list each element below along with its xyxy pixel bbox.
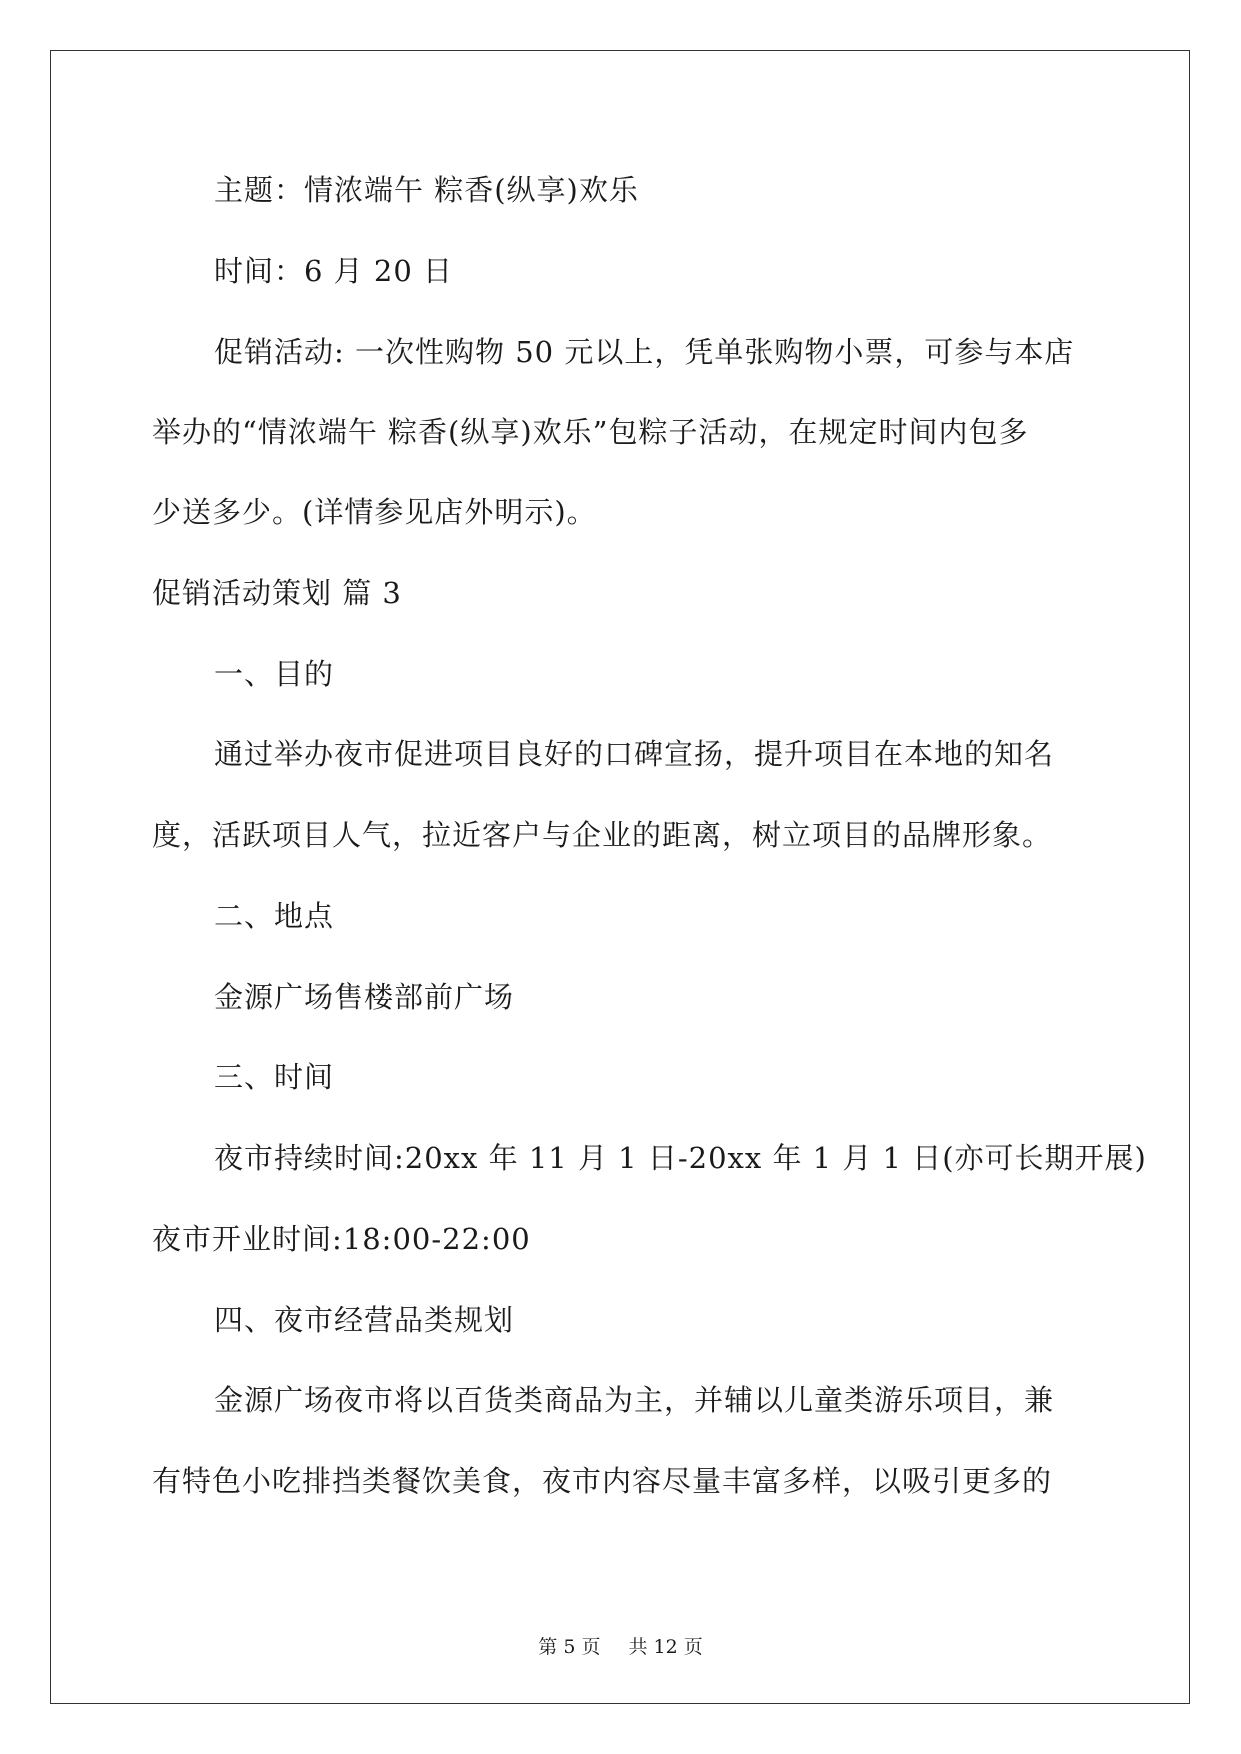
purpose-paragraph-line-2: 度，活跃项目人气，拉近客户与企业的距离，树立项目的品牌形象。 [152, 818, 1053, 852]
page-border [50, 50, 1190, 1704]
opening-hours-text: 夜市开业时间:18:00-22:00 [152, 1222, 531, 1256]
heading-categories: 四、夜市经营品类规划 [214, 1303, 515, 1337]
section-heading: 促销活动策划 篇 3 [152, 576, 402, 610]
heading-purpose: 一、目的 [214, 657, 335, 691]
promo-paragraph-line-1: 促销活动: 一次性购物 50 元以上，凭单张购物小票，可参与本店 [214, 335, 1075, 369]
location-text: 金源广场售楼部前广场 [214, 980, 515, 1014]
purpose-paragraph-line-1: 通过举办夜市促进项目良好的口碑宣扬，提升项目在本地的知名 [214, 737, 1055, 771]
page-number-current: 第 5 页 [538, 1636, 601, 1658]
promo-paragraph-line-3: 少送多少。(详情参见店外明示)。 [152, 495, 597, 529]
heading-location: 二、地点 [214, 899, 335, 933]
duration-text: 夜市持续时间:20xx 年 11 月 1 日-20xx 年 1 月 1 日(亦可长期开展) [214, 1141, 1147, 1175]
topic-line: 主题：情浓端午 粽香(纵享)欢乐 [214, 173, 639, 207]
page-number-total: 共 12 页 [628, 1636, 703, 1658]
page-footer [0, 1632, 1241, 1659]
heading-time: 三、时间 [214, 1060, 335, 1094]
categories-paragraph-line-2: 有特色小吃排挡类餐饮美食，夜市内容尽量丰富多样，以吸引更多的 [152, 1464, 1053, 1498]
categories-paragraph-line-1: 金源广场夜市将以百货类商品为主，并辅以儿童类游乐项目，兼 [214, 1383, 1055, 1417]
time-line: 时间：6 月 20 日 [214, 254, 454, 288]
promo-paragraph-line-2: 举办的“情浓端午 粽香(纵享)欢乐”包粽子活动，在规定时间内包多 [152, 415, 1029, 449]
